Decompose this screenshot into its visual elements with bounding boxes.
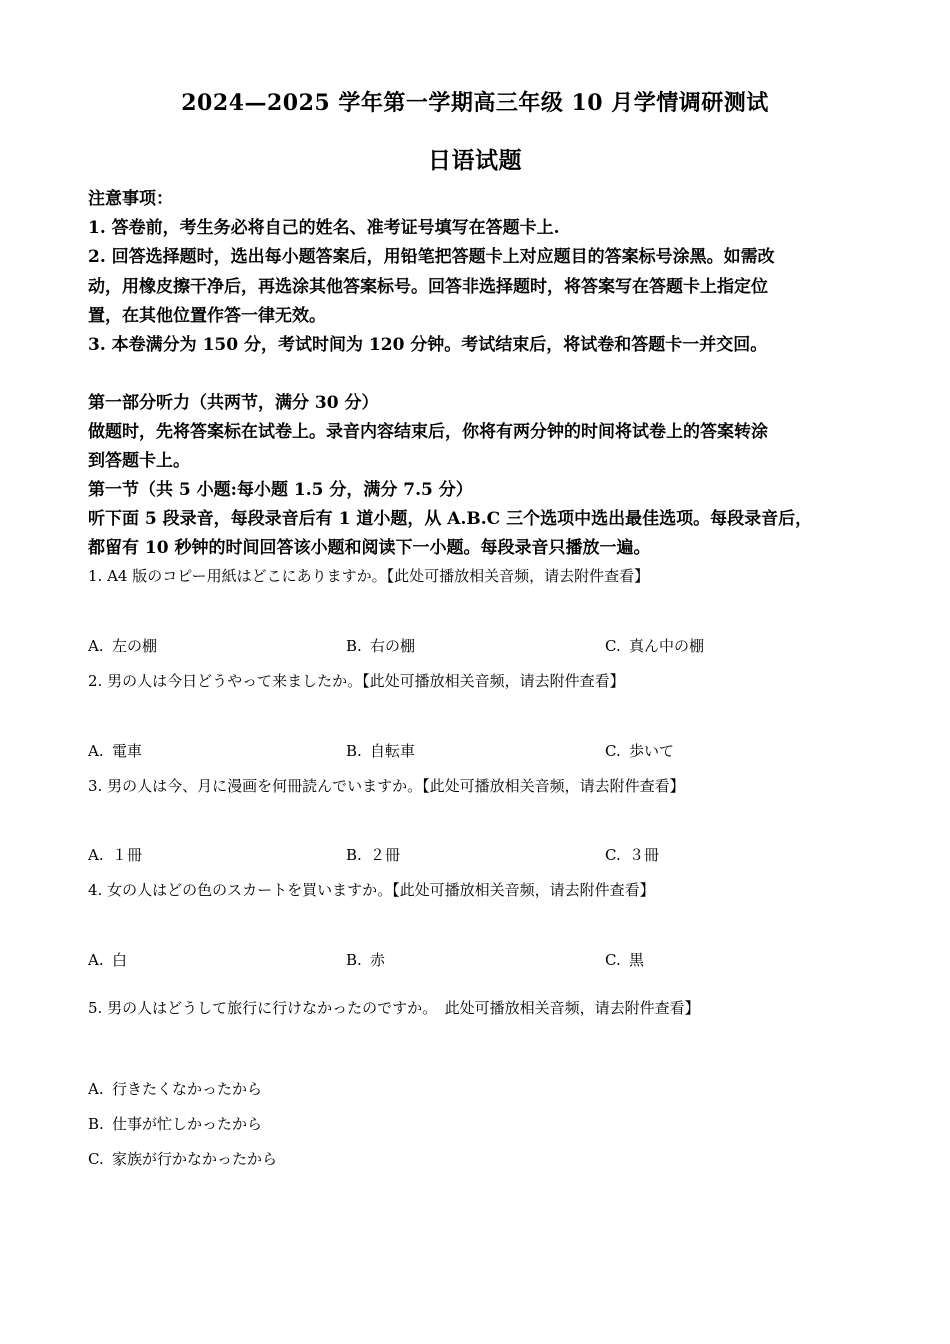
option-label: A. bbox=[88, 637, 104, 655]
option-label: C. bbox=[605, 951, 621, 969]
section1-instruction: 听下面 5 段录音，每段录音后有 1 道小题，从 A.B.C 三个选项中选出最佳选项。每段录音后， bbox=[88, 509, 813, 529]
notice-line: 1. 答卷前，考生务必将自己的姓名、准考证号填写在答题卡上. bbox=[88, 218, 560, 238]
option-b[interactable] bbox=[346, 950, 385, 970]
part1-instruction: 到答题卡上。 bbox=[88, 451, 190, 471]
option-text: 黒 bbox=[629, 951, 645, 969]
question-stem: 4. 女の人はどの色のスカートを買いますか。【此处可播放相关音频，请去附件查看】 bbox=[88, 881, 655, 899]
section1-instruction: 都留有 10 秒钟的时间回答该小题和阅读下一小题。每段录音只播放一遍。 bbox=[88, 538, 651, 558]
notice-heading: 注意事项： bbox=[88, 189, 173, 209]
option-label: A. bbox=[88, 1080, 104, 1098]
option-label: A. bbox=[88, 846, 104, 864]
option-label: B. bbox=[346, 951, 362, 969]
option-text: 電車 bbox=[112, 742, 143, 760]
option-c[interactable] bbox=[88, 1149, 277, 1169]
question-stem: 2. 男の人は今日どうやって来ましたか。【此处可播放相关音频，请去附件查看】 bbox=[88, 672, 625, 690]
option-label: B. bbox=[346, 846, 362, 864]
option-label: A. bbox=[88, 951, 104, 969]
question-stem: 3. 男の人は今、月に漫画を何冊読んでいますか。【此处可播放相关音频，请去附件查看】 bbox=[88, 777, 685, 795]
option-label: C. bbox=[605, 846, 621, 864]
notice-line: 2. 回答选择题时，选出每小题答案后，用铅笔把答题卡上对应题目的答案标号涂黑。如需改 bbox=[88, 247, 775, 267]
option-text: 右の棚 bbox=[370, 637, 416, 655]
option-label: C. bbox=[605, 637, 621, 655]
option-b[interactable] bbox=[88, 1114, 262, 1134]
option-text: 歩いて bbox=[629, 742, 675, 760]
option-c[interactable] bbox=[605, 741, 674, 761]
option-text: 赤 bbox=[370, 951, 386, 969]
option-b[interactable] bbox=[346, 845, 400, 865]
option-label: A. bbox=[88, 742, 104, 760]
option-a[interactable] bbox=[88, 741, 142, 761]
option-c[interactable] bbox=[605, 845, 659, 865]
option-text: ３冊 bbox=[629, 846, 660, 864]
option-label: B. bbox=[346, 742, 362, 760]
option-label: B. bbox=[346, 637, 362, 655]
part1-instruction: 做题时，先将答案标在试卷上。录音内容结束后，你将有两分钟的时间将试卷上的答案转涂 bbox=[88, 422, 768, 442]
option-label: C. bbox=[88, 1150, 104, 1168]
option-text: 仕事が忙しかったから bbox=[112, 1115, 263, 1133]
option-b[interactable] bbox=[346, 741, 415, 761]
question-stem: 1. A4 版のコピー用紙はどこにありますか。【此处可播放相关音频，请去附件查看】 bbox=[88, 567, 650, 585]
option-text: ２冊 bbox=[370, 846, 401, 864]
option-label: C. bbox=[605, 742, 621, 760]
option-text: １冊 bbox=[112, 846, 143, 864]
option-b[interactable] bbox=[346, 636, 415, 656]
option-text: 家族が行かなかったから bbox=[112, 1150, 278, 1168]
notice-line: 3. 本卷满分为 150 分，考试时间为 120 分钟。考试结束后，将试卷和答题卡一并交回。 bbox=[88, 335, 768, 355]
option-a[interactable] bbox=[88, 845, 142, 865]
option-a[interactable] bbox=[88, 636, 157, 656]
option-text: 白 bbox=[112, 951, 128, 969]
notice-line: 动，用橡皮擦干净后，再选涂其他答案标号。回答非选择题时，将答案写在答题卡上指定位 bbox=[88, 277, 768, 297]
question-stem: 5. 男の人はどうして旅行に行けなかったのですか。 此处可播放相关音频，请去附件查看】 bbox=[88, 999, 700, 1017]
option-text: 自転車 bbox=[370, 742, 416, 760]
option-text: 行きたくなかったから bbox=[112, 1080, 263, 1098]
section1-heading: 第一节（共 5 小题:每小题 1.5 分，满分 7.5 分） bbox=[88, 480, 473, 500]
option-a[interactable] bbox=[88, 1079, 262, 1099]
option-a[interactable] bbox=[88, 950, 127, 970]
part1-heading: 第一部分听力（共两节，满分 30 分） bbox=[88, 393, 379, 413]
option-c[interactable] bbox=[605, 950, 644, 970]
option-text: 真ん中の棚 bbox=[629, 637, 705, 655]
notice-line: 置，在其他位置作答一律无效。 bbox=[88, 306, 326, 326]
exam-title: 2024—2025 学年第一学期高三年级 10 月学情调研测试 bbox=[181, 90, 769, 116]
option-text: 左の棚 bbox=[112, 637, 158, 655]
exam-subtitle: 日语试题 bbox=[428, 147, 522, 174]
option-c[interactable] bbox=[605, 636, 704, 656]
option-label: B. bbox=[88, 1115, 104, 1133]
